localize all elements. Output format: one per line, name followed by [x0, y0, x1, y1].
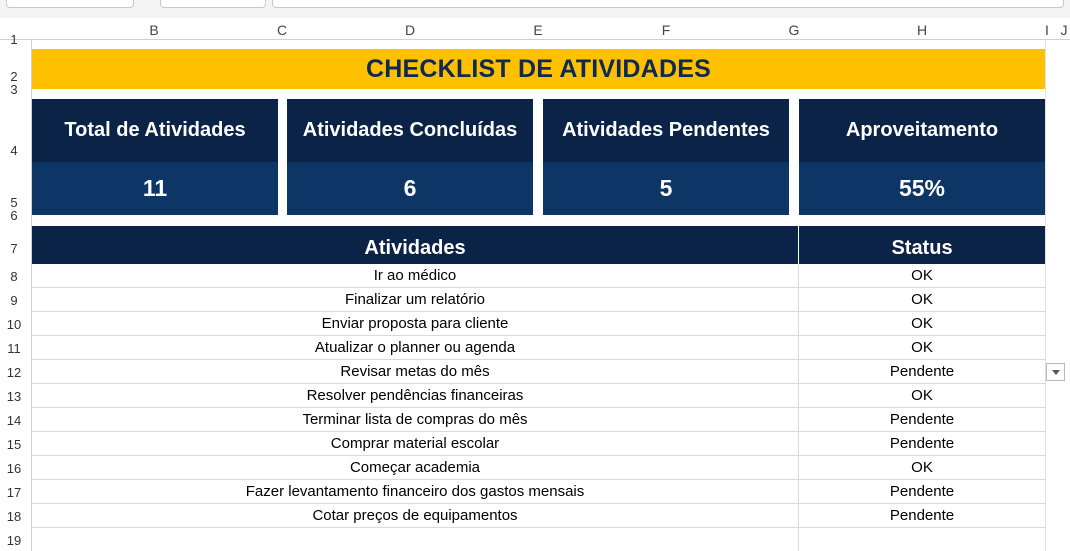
activity-cell[interactable]: Começar academia [32, 456, 799, 479]
formula-bar-strip [0, 0, 1070, 18]
row-header[interactable]: 12 [6, 365, 22, 380]
table-row [32, 456, 1045, 480]
row-header[interactable]: 18 [6, 509, 22, 524]
kpi-value: 6 [287, 162, 533, 215]
column-headers [0, 18, 1070, 40]
table-header [32, 226, 1045, 264]
column-header-i[interactable]: I [1045, 22, 1049, 38]
formula-input[interactable] [272, 0, 1064, 8]
status-cell[interactable]: OK [911, 291, 933, 308]
table-body [32, 264, 1045, 551]
activity-cell[interactable]: Resolver pendências financeiras [32, 384, 799, 407]
status-cell[interactable]: OK [911, 267, 933, 284]
table-row [32, 528, 1045, 551]
row-header[interactable]: 5 [10, 195, 18, 210]
activity-cell[interactable]: Fazer levantamento financeiro dos gastos mensais [32, 480, 799, 503]
activities-table [32, 226, 1045, 551]
row-header[interactable]: 2 [10, 69, 18, 84]
formula-controls[interactable] [160, 0, 266, 8]
gridline [1045, 40, 1046, 551]
table-row [32, 360, 1045, 384]
column-header-e[interactable]: E [533, 22, 543, 38]
header-activities[interactable]: Atividades [32, 226, 799, 264]
row-header[interactable]: 1 [10, 32, 18, 47]
activity-cell[interactable]: Revisar metas do mês [32, 360, 799, 383]
table-row [32, 504, 1045, 528]
kpi-value: 11 [32, 162, 278, 215]
title-banner[interactable] [32, 49, 1045, 89]
status-cell[interactable]: Pendente [889, 411, 955, 428]
status-cell[interactable]: OK [911, 387, 933, 404]
status-dropdown-button[interactable] [1046, 363, 1065, 381]
table-row [32, 480, 1045, 504]
status-cell[interactable]: Pendente [889, 507, 955, 524]
row-headers [0, 32, 32, 551]
row-header[interactable]: 6 [10, 208, 18, 223]
kpi-label: Atividades Pendentes [543, 99, 789, 162]
page-title: CHECKLIST DE ATIVIDADES [366, 54, 711, 83]
table-row [32, 336, 1045, 360]
kpi-card-total[interactable] [32, 99, 278, 215]
row-header[interactable]: 13 [6, 389, 22, 404]
kpi-value: 5 [543, 162, 789, 215]
column-header-g[interactable]: G [788, 22, 800, 38]
row-header[interactable]: 7 [10, 241, 18, 256]
activity-cell[interactable]: Cotar preços de equipamentos [32, 504, 799, 527]
row-header[interactable]: 15 [6, 437, 22, 452]
activity-cell[interactable] [32, 528, 799, 551]
row-header[interactable]: 8 [10, 269, 18, 284]
column-header-d[interactable]: D [404, 22, 416, 38]
status-cell[interactable]: Pendente [889, 435, 955, 452]
column-header-c[interactable]: C [276, 22, 288, 38]
row-header[interactable]: 17 [6, 485, 22, 500]
row-header[interactable]: 4 [10, 143, 18, 158]
row-header[interactable]: 9 [10, 293, 18, 308]
status-cell[interactable]: OK [911, 459, 933, 476]
activity-cell[interactable]: Terminar lista de compras do mês [32, 408, 799, 431]
row-header[interactable]: 11 [7, 341, 21, 356]
kpi-label: Total de Atividades [32, 99, 278, 162]
kpi-card-completed[interactable] [287, 99, 533, 215]
column-header-h[interactable]: H [916, 22, 928, 38]
table-row [32, 408, 1045, 432]
row-header[interactable]: 16 [6, 461, 22, 476]
row-header[interactable]: 3 [10, 82, 18, 97]
status-cell[interactable]: OK [911, 315, 933, 332]
row-header[interactable]: 10 [6, 317, 22, 332]
table-row [32, 432, 1045, 456]
kpi-label: Aproveitamento [799, 99, 1045, 162]
status-cell[interactable]: Pendente [889, 483, 955, 500]
kpi-card-pending[interactable] [543, 99, 789, 215]
chevron-down-icon [1052, 370, 1060, 375]
activity-cell[interactable]: Enviar proposta para cliente [32, 312, 799, 335]
column-header-j[interactable]: J [1060, 22, 1068, 38]
table-row [32, 312, 1045, 336]
status-cell[interactable] [799, 528, 1045, 551]
table-row [32, 264, 1045, 288]
table-row [32, 384, 1045, 408]
table-row [32, 288, 1045, 312]
kpi-label: Atividades Concluídas [287, 99, 533, 162]
activity-cell[interactable]: Ir ao médico [32, 264, 799, 287]
column-header-f[interactable]: F [661, 22, 671, 38]
status-cell[interactable]: Pendente [889, 363, 955, 380]
activity-cell[interactable]: Comprar material escolar [32, 432, 799, 455]
activity-cell[interactable]: Atualizar o planner ou agenda [32, 336, 799, 359]
name-box[interactable] [6, 0, 134, 8]
status-cell[interactable]: OK [911, 339, 933, 356]
kpi-value: 55% [799, 162, 1045, 215]
row-header[interactable]: 19 [6, 533, 22, 548]
column-header-b[interactable]: B [149, 22, 159, 38]
activity-cell[interactable]: Finalizar um relatório [32, 288, 799, 311]
header-status[interactable]: Status [891, 237, 953, 259]
row-header[interactable]: 14 [6, 413, 22, 428]
kpi-card-performance[interactable] [799, 99, 1045, 215]
